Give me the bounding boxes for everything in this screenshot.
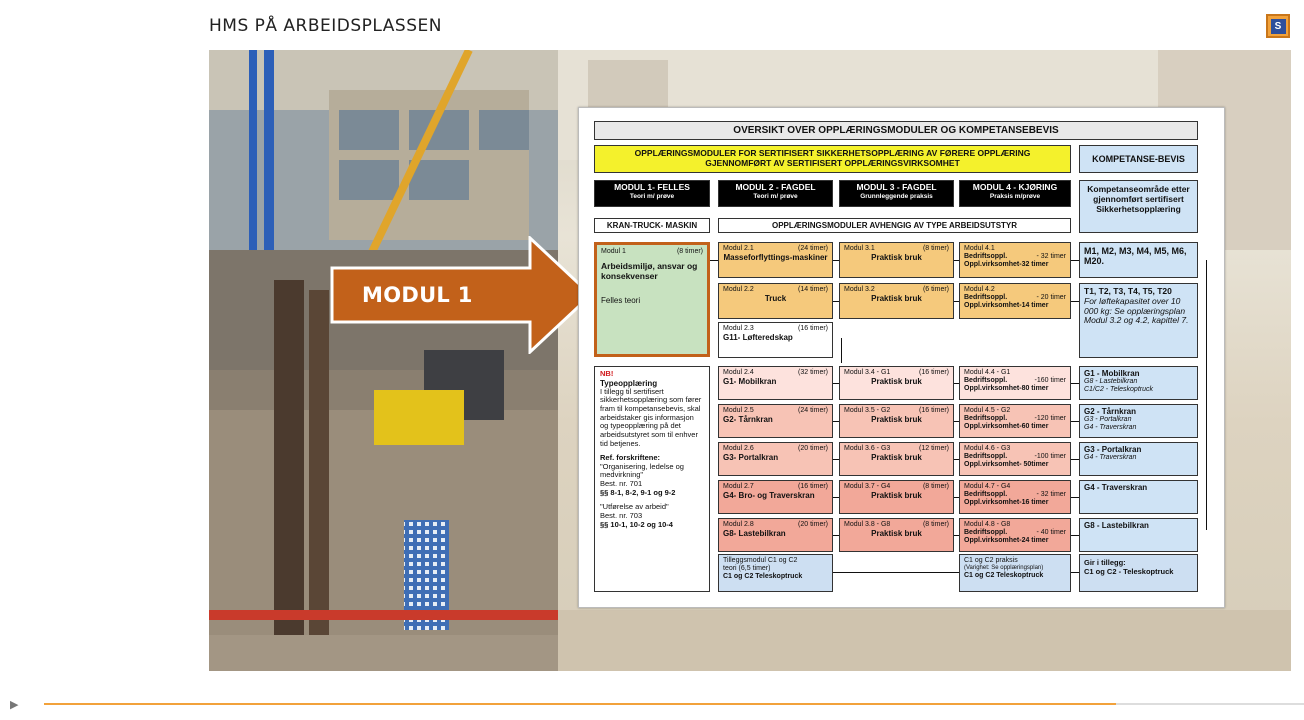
modul4-1-box: Modul 4.1 Bedriftsoppl. - 32 timer Oppl.virksomhet-32 timer [959, 242, 1071, 278]
connector [954, 421, 959, 422]
connector [1071, 459, 1079, 460]
progress-track [1116, 703, 1304, 705]
connector [833, 497, 839, 498]
modul4-g-box: Modul 4.7 - G4 Bedriftsoppl. - 32 timer Oppl.virksomhet-16 timer [959, 480, 1071, 514]
connector [954, 535, 959, 536]
modul3-g-box: Modul 3.5 - G2 (16 timer) Praktisk bruk [839, 404, 954, 438]
kompetanse-desc: Kompetanseområde etter gjennomført sertifisert Sikkerhetsopplæring [1079, 180, 1198, 233]
modul1-header: MODUL 1- FELLES Teori m/ prøve [594, 180, 710, 207]
construction-photo [209, 50, 558, 671]
connector [833, 421, 839, 422]
modul3-2-box: Modul 3.2 (6 timer) Praktisk bruk [839, 283, 954, 319]
connector [710, 260, 718, 261]
modul4-header: MODUL 4 - KJØRING Praksis m/prøve [959, 180, 1071, 207]
slide-title: HMS PÅ ARBEIDSPLASSEN [209, 16, 442, 36]
kompetanse-t: T1, T2, T3, T4, T5, T20 For løftekapasitet over 10 000 kg: Se opplæringsplan Modul 3.2 og 4.2, kapittel 7. [1079, 283, 1198, 358]
connector [1071, 260, 1079, 261]
connector [1071, 497, 1079, 498]
connector [954, 497, 959, 498]
play-icon[interactable]: ▶ [10, 699, 19, 711]
kompetanse-m: M1, M2, M3, M4, M5, M6, M20. [1079, 242, 1198, 278]
modul1-box: Modul 1 (8 timer) Arbeidsmiljø, ansvar og konsekvenser Felles teori [594, 242, 710, 357]
gir-box: Gir i tillegg: C1 og C2 - Teleskoptruck [1079, 554, 1198, 592]
modul4-g-box: Modul 4.6 - G3 Bedriftsoppl. -100 timer Oppl.virksomhet- 50timer [959, 442, 1071, 476]
modul2-2-box: Modul 2.2 (14 timer) Truck [718, 283, 833, 319]
connector [954, 459, 959, 460]
kompetanse-header: KOMPETANSE-BEVIS [1079, 145, 1198, 173]
connector [1071, 301, 1079, 302]
modul3-g-box: Modul 3.4 - G1 (16 timer) Praktisk bruk [839, 366, 954, 400]
connector [1071, 421, 1079, 422]
modul3-g-box: Modul 3.6 - G3 (12 timer) Praktisk bruk [839, 442, 954, 476]
connector [954, 260, 959, 261]
modul2-3-box: Modul 2.3 (16 timer) G11- Løfteredskap [718, 322, 833, 358]
modul3-header: MODUL 3 - FAGDEL Grunnleggende praksis [839, 180, 954, 207]
kompetanse-g-box: G1 - Mobilkran G8 - Lastebilkran C1/C2 - Teleskoptruck [1079, 366, 1198, 400]
progress-bar [44, 703, 1116, 705]
yellow-header: OPPLÆRINGSMODULER FOR SERTIFISERT SIKKERHETSOPPLÆRING AV FØRERE OPPLÆRING GJENNOMFØRT AV SERTIFISERT OPPLÆRINGSVIRKSOMHET [594, 145, 1071, 173]
modul3-1-box: Modul 3.1 (8 timer) Praktisk bruk [839, 242, 954, 278]
avhengig-label: OPPLÆRINGSMODULER AVHENGIG AV TYPE ARBEIDSUTSTYR [718, 218, 1071, 233]
overview-document [578, 107, 1225, 608]
connector [833, 260, 839, 261]
modul2-1-box: Modul 2.1 (24 timer) Masseforflyttings-maskiner [718, 242, 833, 278]
connector [1071, 535, 1079, 536]
modul2-g-box: Modul 2.7 (16 timer) G4- Bro- og Traverskran [718, 480, 833, 514]
modul2-g-box: Modul 2.4 (32 timer) G1- Mobilkran [718, 366, 833, 400]
modul2-g-box: Modul 2.5 (24 timer) G2- Tårnkran [718, 404, 833, 438]
kompetanse-g-box: G4 - Traverskran [1079, 480, 1198, 514]
connector [833, 535, 839, 536]
modul2-g-box: Modul 2.6 (20 timer) G3- Portalkran [718, 442, 833, 476]
connector [833, 383, 839, 384]
modul4-2-box: Modul 4.2 Bedriftsoppl. - 20 timer Oppl.virksomhet-14 timer [959, 283, 1071, 319]
kompetanse-g-box: G8 - Lastebilkran [1079, 518, 1198, 552]
connector [954, 383, 959, 384]
kompetanse-g-box: G2 - Tårnkran G3 - Portalkran G4 - Traverskran [1079, 404, 1198, 438]
nb-box: NB! Typeopplæring I tillegg til sertifisert sikkerhetsopplæring som fører fram til kompetansebevis, skal arbeidstaker gis informasjon og typeopplæring på det arbeidsutstyret som til enhver tid betjenes. Ref. forskriftene: "Organisering, ledelse og medvirkning" Best. nr. 701 §§ 8-1, 8-2, 9-1 og 9-2 "Utførelse av arbeid" Best. nr. 703 §§ 10-1, 10-2 og 10-4 [594, 366, 710, 592]
connector [954, 301, 959, 302]
modul3-g-box: Modul 3.7 - G4 (8 timer) Praktisk bruk [839, 480, 954, 514]
tillegg-box: Tilleggsmodul C1 og C2 teori (6,5 timer) C1 og C2 Teleskoptruck [718, 554, 833, 592]
modul4-g-box: Modul 4.5 - G2 Bedriftsoppl. -120 timer Oppl.virksomhet-60 timer [959, 404, 1071, 438]
connector [1071, 383, 1079, 384]
c1c2-box: C1 og C2 praksis (Varighet: Se opplæringsplan) C1 og C2 Teleskoptruck [959, 554, 1071, 592]
modul4-g-box: Modul 4.8 - G8 Bedriftsoppl. - 40 timer Oppl.virksomhet-24 timer [959, 518, 1071, 552]
kompetanse-g-box: G3 - Portalkran G4 - Traverskran [1079, 442, 1198, 476]
modul3-g-box: Modul 3.8 - G8 (8 timer) Praktisk bruk [839, 518, 954, 552]
connector [1206, 260, 1207, 530]
doc-title: OVERSIKT OVER OPPLÆRINGSMODULER OG KOMPETANSEBEVIS [594, 121, 1198, 140]
connector [833, 301, 839, 302]
modul2-header: MODUL 2 - FAGDEL Teori m/ prøve [718, 180, 833, 207]
connector [1071, 572, 1079, 573]
connector [833, 459, 839, 460]
connector [841, 338, 842, 363]
connector [833, 572, 959, 573]
arrow-label: MODUL 1 [362, 283, 473, 307]
kran-truck-label: KRAN-TRUCK- MASKIN [594, 218, 710, 233]
modul2-g-box: Modul 2.8 (20 timer) G8- Lastebilkran [718, 518, 833, 552]
logo-icon: S [1266, 14, 1290, 38]
modul4-g-box: Modul 4.4 - G1 Bedriftsoppl. -160 timer Oppl.virksomhet-80 timer [959, 366, 1071, 400]
